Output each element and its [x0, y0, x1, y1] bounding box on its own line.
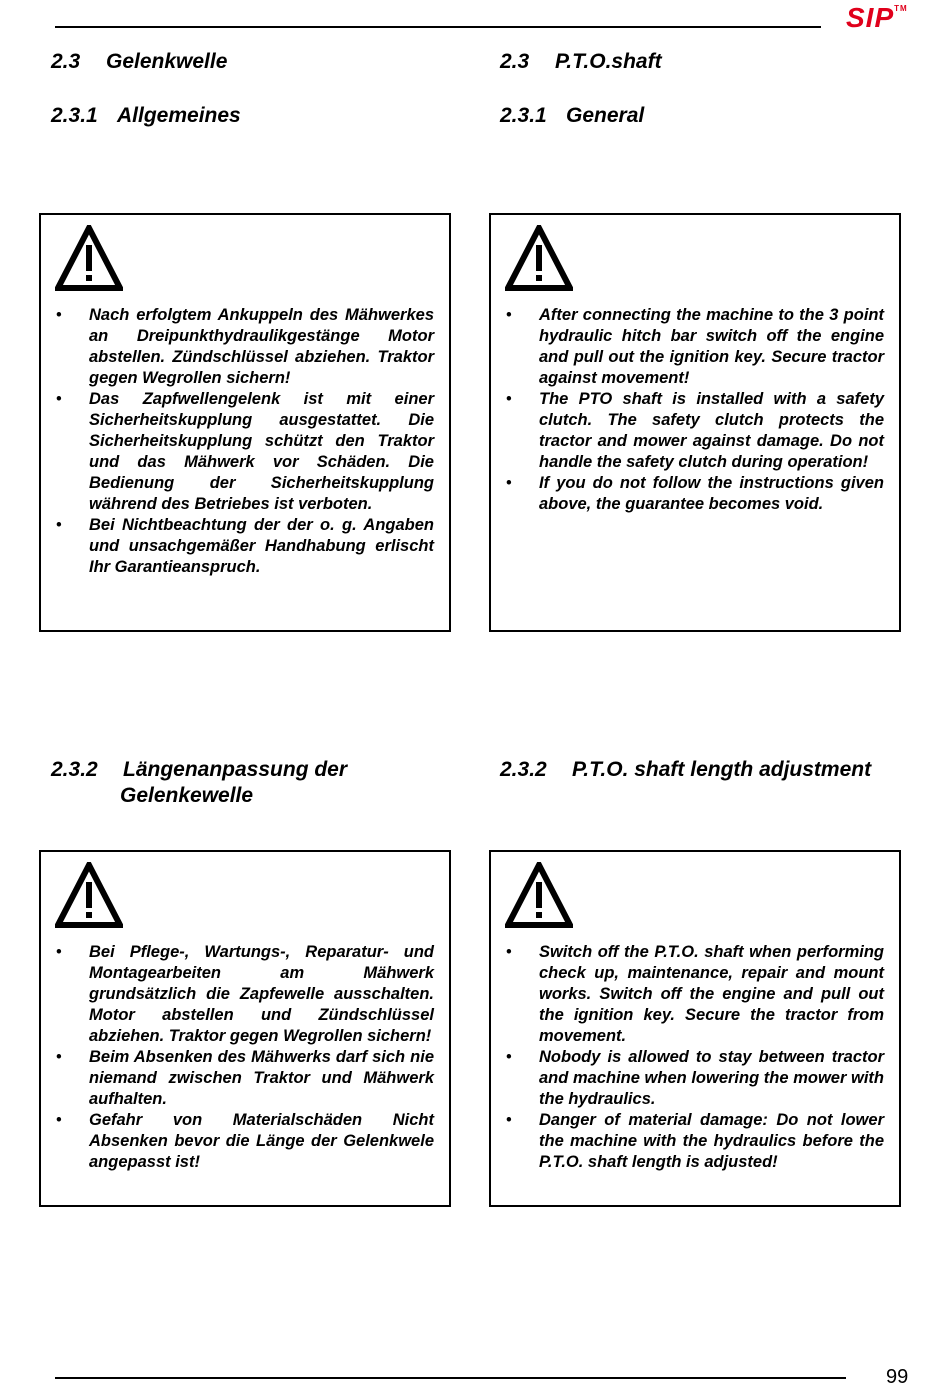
bullet-list	[53, 305, 434, 578]
warning-box-length-en	[489, 850, 901, 1207]
sip-logo: SIP™	[846, 2, 908, 33]
list-item: • Danger of material damage: Do not lower the machine with the hydraulics before the P.T.O. shaft length is adjusted!	[503, 1110, 884, 1173]
bullet-list	[53, 942, 434, 1173]
bullet-list	[503, 305, 884, 515]
heading-de-2-3-2: 2.3.2 Längenanpassung der Gelenkewelle	[51, 758, 348, 807]
list-item: • After connecting the machine to the 3 point hydraulic hitch bar switch off the engine and pull out the ignition key. Secure tractor against movement!	[503, 305, 884, 389]
bullet-list	[503, 942, 884, 1173]
heading-en-2-3-2: 2.3.2 P.T.O. shaft length adjustment	[500, 758, 872, 781]
list-item: • If you do not follow the instructions given above, the guarantee becomes void.	[503, 473, 884, 515]
warning-box-general-en	[489, 213, 901, 632]
heading-en-2-3-1: 2.3.1 General	[500, 104, 645, 127]
header-rule	[55, 26, 821, 28]
list-item: • Bei Nichtbeachtung der der o. g. Angaben und unsachgemäßer Handhabung erlischt Ihr Garantieanspruch.	[53, 515, 434, 578]
heading-de-2-3: 2.3 Gelenkwelle	[51, 50, 228, 73]
warning-triangle-icon	[55, 862, 123, 928]
list-item: • Das Zapfwellengelenk ist mit einer Sicherheitskupplung ausgestattet. Die Sicherheitskupplung schützt den Traktor und das Mähwerk vor Schäden. Die Bedienung der Sicherheitskupplung während des Betriebes ist verboten.	[53, 389, 434, 515]
warning-box-length-de	[39, 850, 451, 1207]
warning-box-general-de	[39, 213, 451, 632]
warning-triangle-icon	[55, 225, 123, 291]
list-item: • Gefahr von Materialschäden Nicht Absenken bevor die Länge der Gelenkwele angepasst ist!	[53, 1110, 434, 1173]
heading-de-2-3-1: 2.3.1 Allgemeines	[51, 104, 241, 127]
footer-rule	[55, 1377, 846, 1379]
list-item: • Switch off the P.T.O. shaft when performing check up, maintenance, repair and mount works. Switch off the engine and pull out the ignition key. Secure the tractor from movement.	[503, 942, 884, 1047]
warning-triangle-icon	[505, 225, 573, 291]
list-item: • Bei Pflege-, Wartungs-, Reparatur- und Montagearbeiten am Mähwerk grundsätzlich die Zapfewelle ausschalten. Motor abstellen und Zündschlüssel abziehen. Traktor gegen Wegrollen sichern!	[53, 942, 434, 1047]
list-item: • Nobody is allowed to stay between tractor and machine when lowering the mower with the hydraulics.	[503, 1047, 884, 1110]
list-item: • Beim Absenken des Mähwerks darf sich nie niemand zwischen Traktor und Mähwerk aufhalten.	[53, 1047, 434, 1110]
warning-triangle-icon	[505, 862, 573, 928]
list-item: • The PTO shaft is installed with a safety clutch. The safety clutch protects the tractor and mower against damage. Do not handle the safety clutch during operation!	[503, 389, 884, 473]
page-number: 99	[886, 1366, 909, 1388]
heading-en-2-3: 2.3 P.T.O.shaft	[500, 50, 662, 73]
list-item: • Nach erfolgtem Ankuppeln des Mähwerkes an Dreipunkthydraulikgestänge Motor abstellen. Zündschlüssel abziehen. Traktor gegen Wegrollen sichern!	[53, 305, 434, 389]
